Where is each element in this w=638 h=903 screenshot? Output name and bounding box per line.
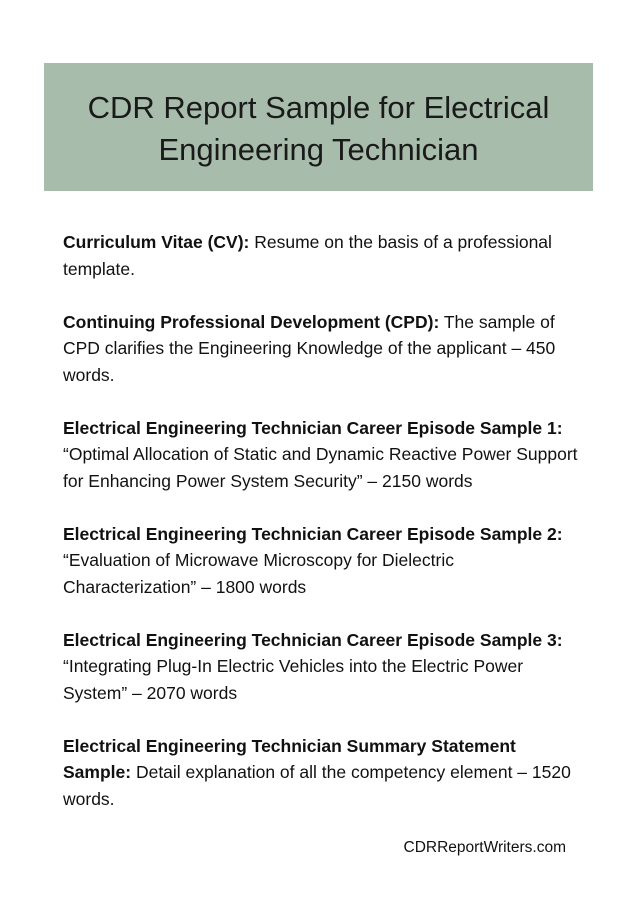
entry-label: Curriculum Vitae (CV): — [63, 232, 250, 252]
entry-text: “Integrating Plug-In Electric Vehicles into the Electric Power System” – 2070 words — [63, 656, 524, 703]
entry-career-episode-3 — [63, 627, 578, 707]
entry-text: “Evaluation of Microwave Microscopy for Dielectric Characterization” – 1800 words — [63, 550, 454, 597]
entry-label: Electrical Engineering Technician Summary Statement Sample: — [63, 735, 516, 782]
entry-label: Electrical Engineering Technician Career Episode Sample 2: — [63, 523, 563, 544]
entry-label: Electrical Engineering Technician Career Episode Sample 1: — [63, 417, 563, 438]
footer-site-name: CDRReportWriters.com — [403, 839, 566, 856]
entry-career-episode-1 — [63, 415, 578, 495]
entry-label: Continuing Professional Development (CPD): — [63, 311, 440, 332]
entry-cv — [63, 229, 578, 282]
entry-cpd — [63, 309, 578, 389]
title-line-2: Engineering Technician — [158, 132, 479, 167]
entry-label: Electrical Engineering Technician Career Episode Sample 3: — [63, 629, 563, 650]
entry-summary-statement — [63, 733, 578, 813]
title-line-1: CDR Report Sample for Electrical — [87, 90, 550, 125]
title-banner — [44, 63, 593, 191]
entry-text: Detail explanation of all the competency element – 1520 words. — [63, 762, 571, 809]
entry-career-episode-2 — [63, 521, 578, 601]
sample-list — [63, 229, 578, 839]
entry-text: “Optimal Allocation of Static and Dynamic Reactive Power Support for Enhancing Power System Security” – 2150 words — [63, 444, 578, 491]
entry-text: The sample of CPD clarifies the Engineering Knowledge of the applicant – 450 words. — [63, 311, 556, 385]
entry-text: Resume on the basis of a professional template. — [63, 232, 552, 279]
